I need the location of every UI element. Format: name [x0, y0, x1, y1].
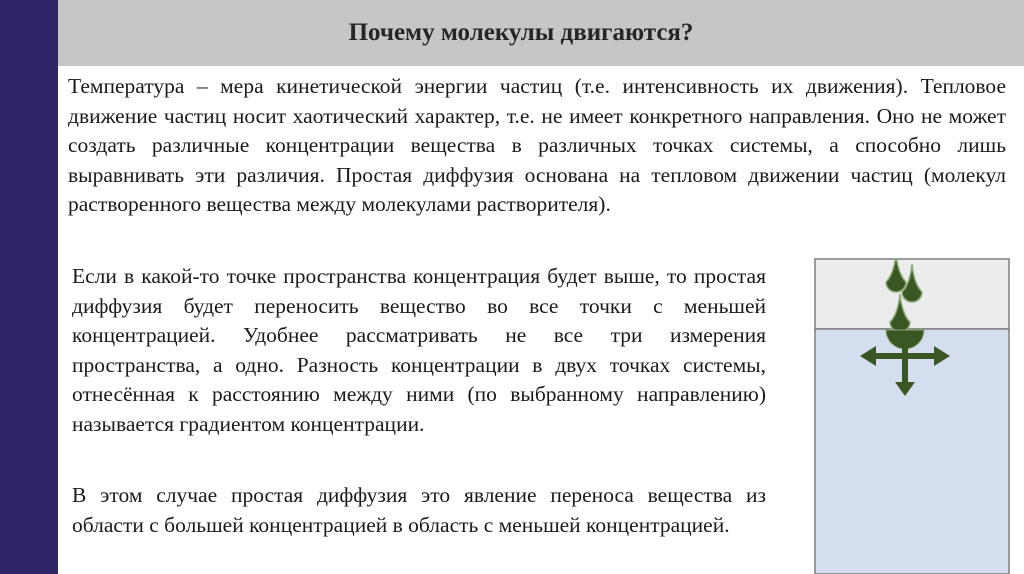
- vessel-liquid: [815, 329, 1009, 574]
- paragraph-gradient: Если в какой-то точке пространства концентрация будет выше, то простая диффузия будет переносить вещество во все точки с меньшей концентрацией. Удобнее рассматривать не все три измерения пространства, а одно. Разность концентрации в двух точках системы, отнесённая к расстоянию между ними (по выбранному направлению) называется градиентом концентрации.: [72, 264, 766, 436]
- diffusion-diagram-svg: [814, 258, 1010, 574]
- paragraph-temperature: Температура – мера кинетической энергии частиц (т.е. интенсивность их движения). Тепловое движение частиц носит хаотический характер, т.е. не имеет конкретного направления. Оно не может создать различные концентрации вещества в различных точках системы, а способно лишь выравнивать эти различия. Простая диффузия основана на тепловом движении частиц (молекул растворенного вещества между молекулами растворителя).: [68, 74, 1006, 216]
- title-band: [58, 0, 1024, 66]
- slide-title: Почему молекулы двигаются?: [348, 19, 694, 46]
- diffusion-diagram: [814, 258, 1010, 574]
- paragraph-diffusion: В этом случае простая диффузия это явление переноса вещества из области с большей концентрацией в область с меньшей концентрацией.: [72, 483, 766, 537]
- left-accent-bar: [0, 0, 58, 574]
